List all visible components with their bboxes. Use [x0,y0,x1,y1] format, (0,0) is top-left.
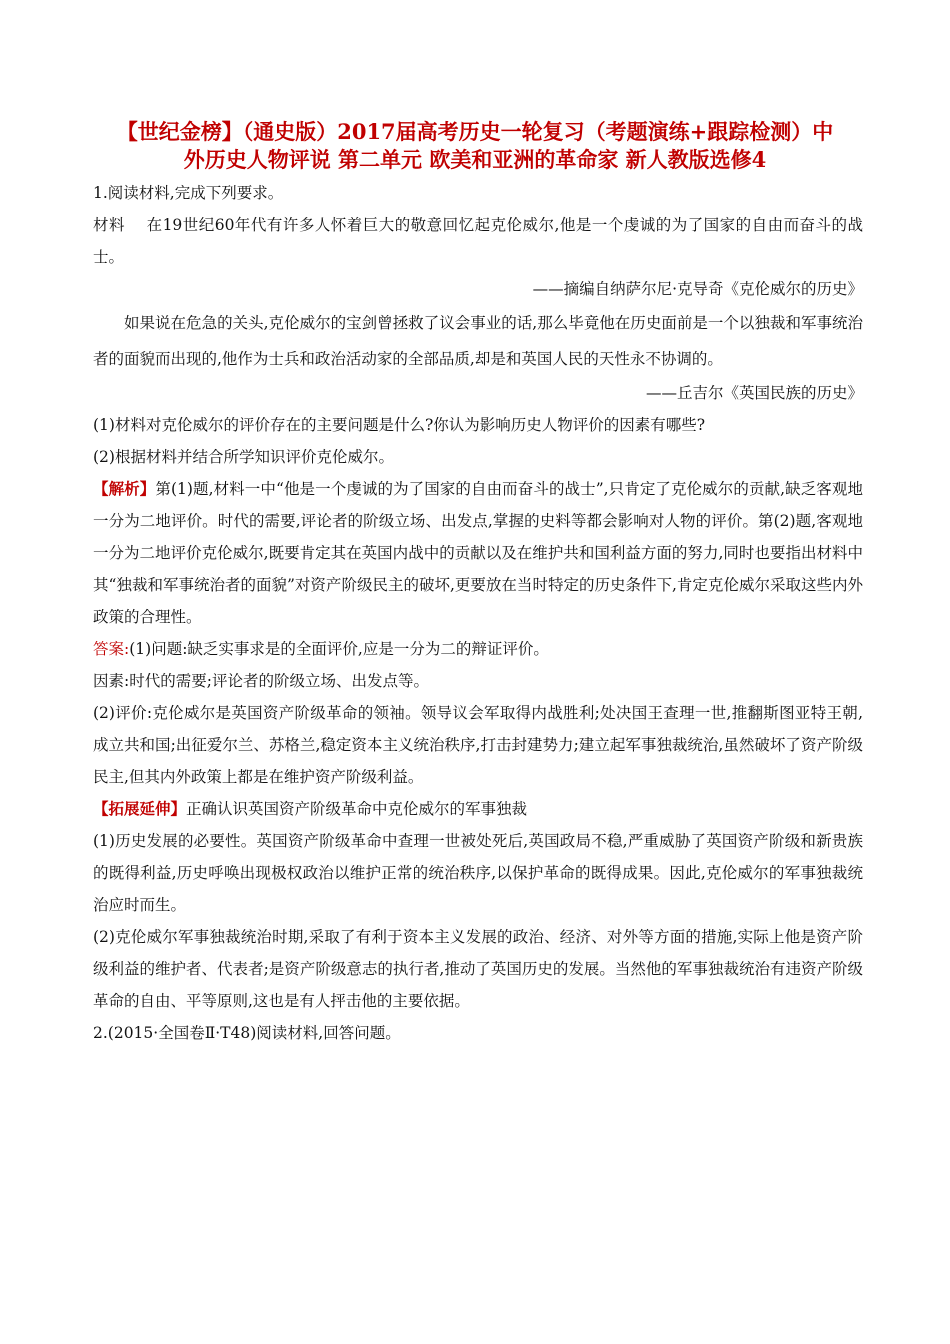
question-1-prompt: 1.阅读材料,完成下列要求。 [93,184,284,202]
title-line-2: 外历史人物评说 第二单元 欧美和亚洲的革命家 新人教版选修4 [183,147,767,172]
material-1-source: ——摘编自纳萨尔尼·克导奇《克伦威尔的历史》 [532,280,863,298]
title-line-1: 【世纪金榜】（通史版）2017届高考历史一轮复习（考题演练+跟踪检测）中 [116,119,834,144]
analysis [93,473,863,633]
extension-point-2: (2)克伦威尔军事独裁统治时期,采取了有利于资本主义发展的政治、经济、对外等方面的措施,实际上他是资产阶级利益的维护者、代表者;是资产阶级意志的执行者,推动了英国历史的发展。当然他的军事独裁统治有违资产阶级革命的自由、平等原则,这也是有人抨击他的主要依据。 [93,928,863,1010]
answer-1 [93,633,863,665]
question-2-prompt: 2.(2015·全国卷Ⅱ·T48)阅读材料,回答问题。 [93,1024,401,1042]
document-title [80,118,870,174]
answer-2: (2)评价:克伦威尔是英国资产阶级革命的领袖。领导议会军取得内战胜利;处决国王查理一世,推翻斯图亚特王朝,成立共和国;出征爱尔兰、苏格兰,稳定资本主义统治秩序,打击封建势力;建立起军事独裁统治,虽然破坏了资产阶级民主,但其内外政策上都是在维护资产阶级利益。 [93,704,863,786]
question-1-part-2: (2)根据材料并结合所学知识评价克伦威尔。 [93,448,394,466]
answer-1-text: (1)问题:缺乏实事求是的全面评价,应是一分为二的辩证评价。 [129,640,549,658]
answer-1b: 因素:时代的需要;评论者的阶级立场、出发点等。 [93,672,429,690]
analysis-text: 第(1)题,材料一中“他是一个虔诚的为了国家的自由而奋斗的战士”,只肯定了克伦威尔的贡献,缺乏客观地一分为二地评价。时代的需要,评论者的阶级立场、出发点,掌握的史料等都会影响对人物的评价。第(2)题,客观地一分为二地评价克伦威尔,既要肯定其在英国内战中的贡献以及在维护共和国利益方面的努力,同时也要指出材料中其“独裁和军事统治者的面貌”对资产阶级民主的破坏,更要放在当时特定的历史条件下,肯定克伦威尔采取这些内外政策的合理性。 [93,480,863,626]
analysis-label: 【解析】 [93,479,156,498]
material-2: 如果说在危急的关头,克伦威尔的宝剑曾拯救了议会事业的话,那么毕竟他在历史面前是一个以独裁和军事统治者的面貌而出现的,他作为士兵和政治活动家的全部品质,却是和英国人民的天性永不协调的。 [93,314,863,368]
material-2-source: ——丘吉尔《英国民族的历史》 [645,384,863,402]
extension-title: 正确认识英国资产阶级革命中克伦威尔的军事独裁 [186,800,528,818]
extension-point-1: (1)历史发展的必要性。英国资产阶级革命中查理一世被处死后,英国政局不稳,严重威胁了英国资产阶级和新贵族的既得利益,历史呼唤出现极权政治以维护正常的统治秩序,以保护革命的既得成果。因此,克伦威尔的军事独裁统治应时而生。 [93,832,863,914]
material-1-label: 材料 [93,216,125,234]
question-1-part-1: (1)材料对克伦威尔的评价存在的主要问题是什么?你认为影响历史人物评价的因素有哪些? [93,416,706,434]
material-1-text: 在19世纪60年代有许多人怀着巨大的敬意回忆起克伦威尔,他是一个虔诚的为了国家的自由而奋斗的战士。 [93,216,863,266]
document-body [93,177,863,1049]
material-1 [93,209,863,273]
answer-label: 答案: [93,640,130,658]
extension-label: 【拓展延伸】 [93,799,187,818]
extension [93,793,863,825]
